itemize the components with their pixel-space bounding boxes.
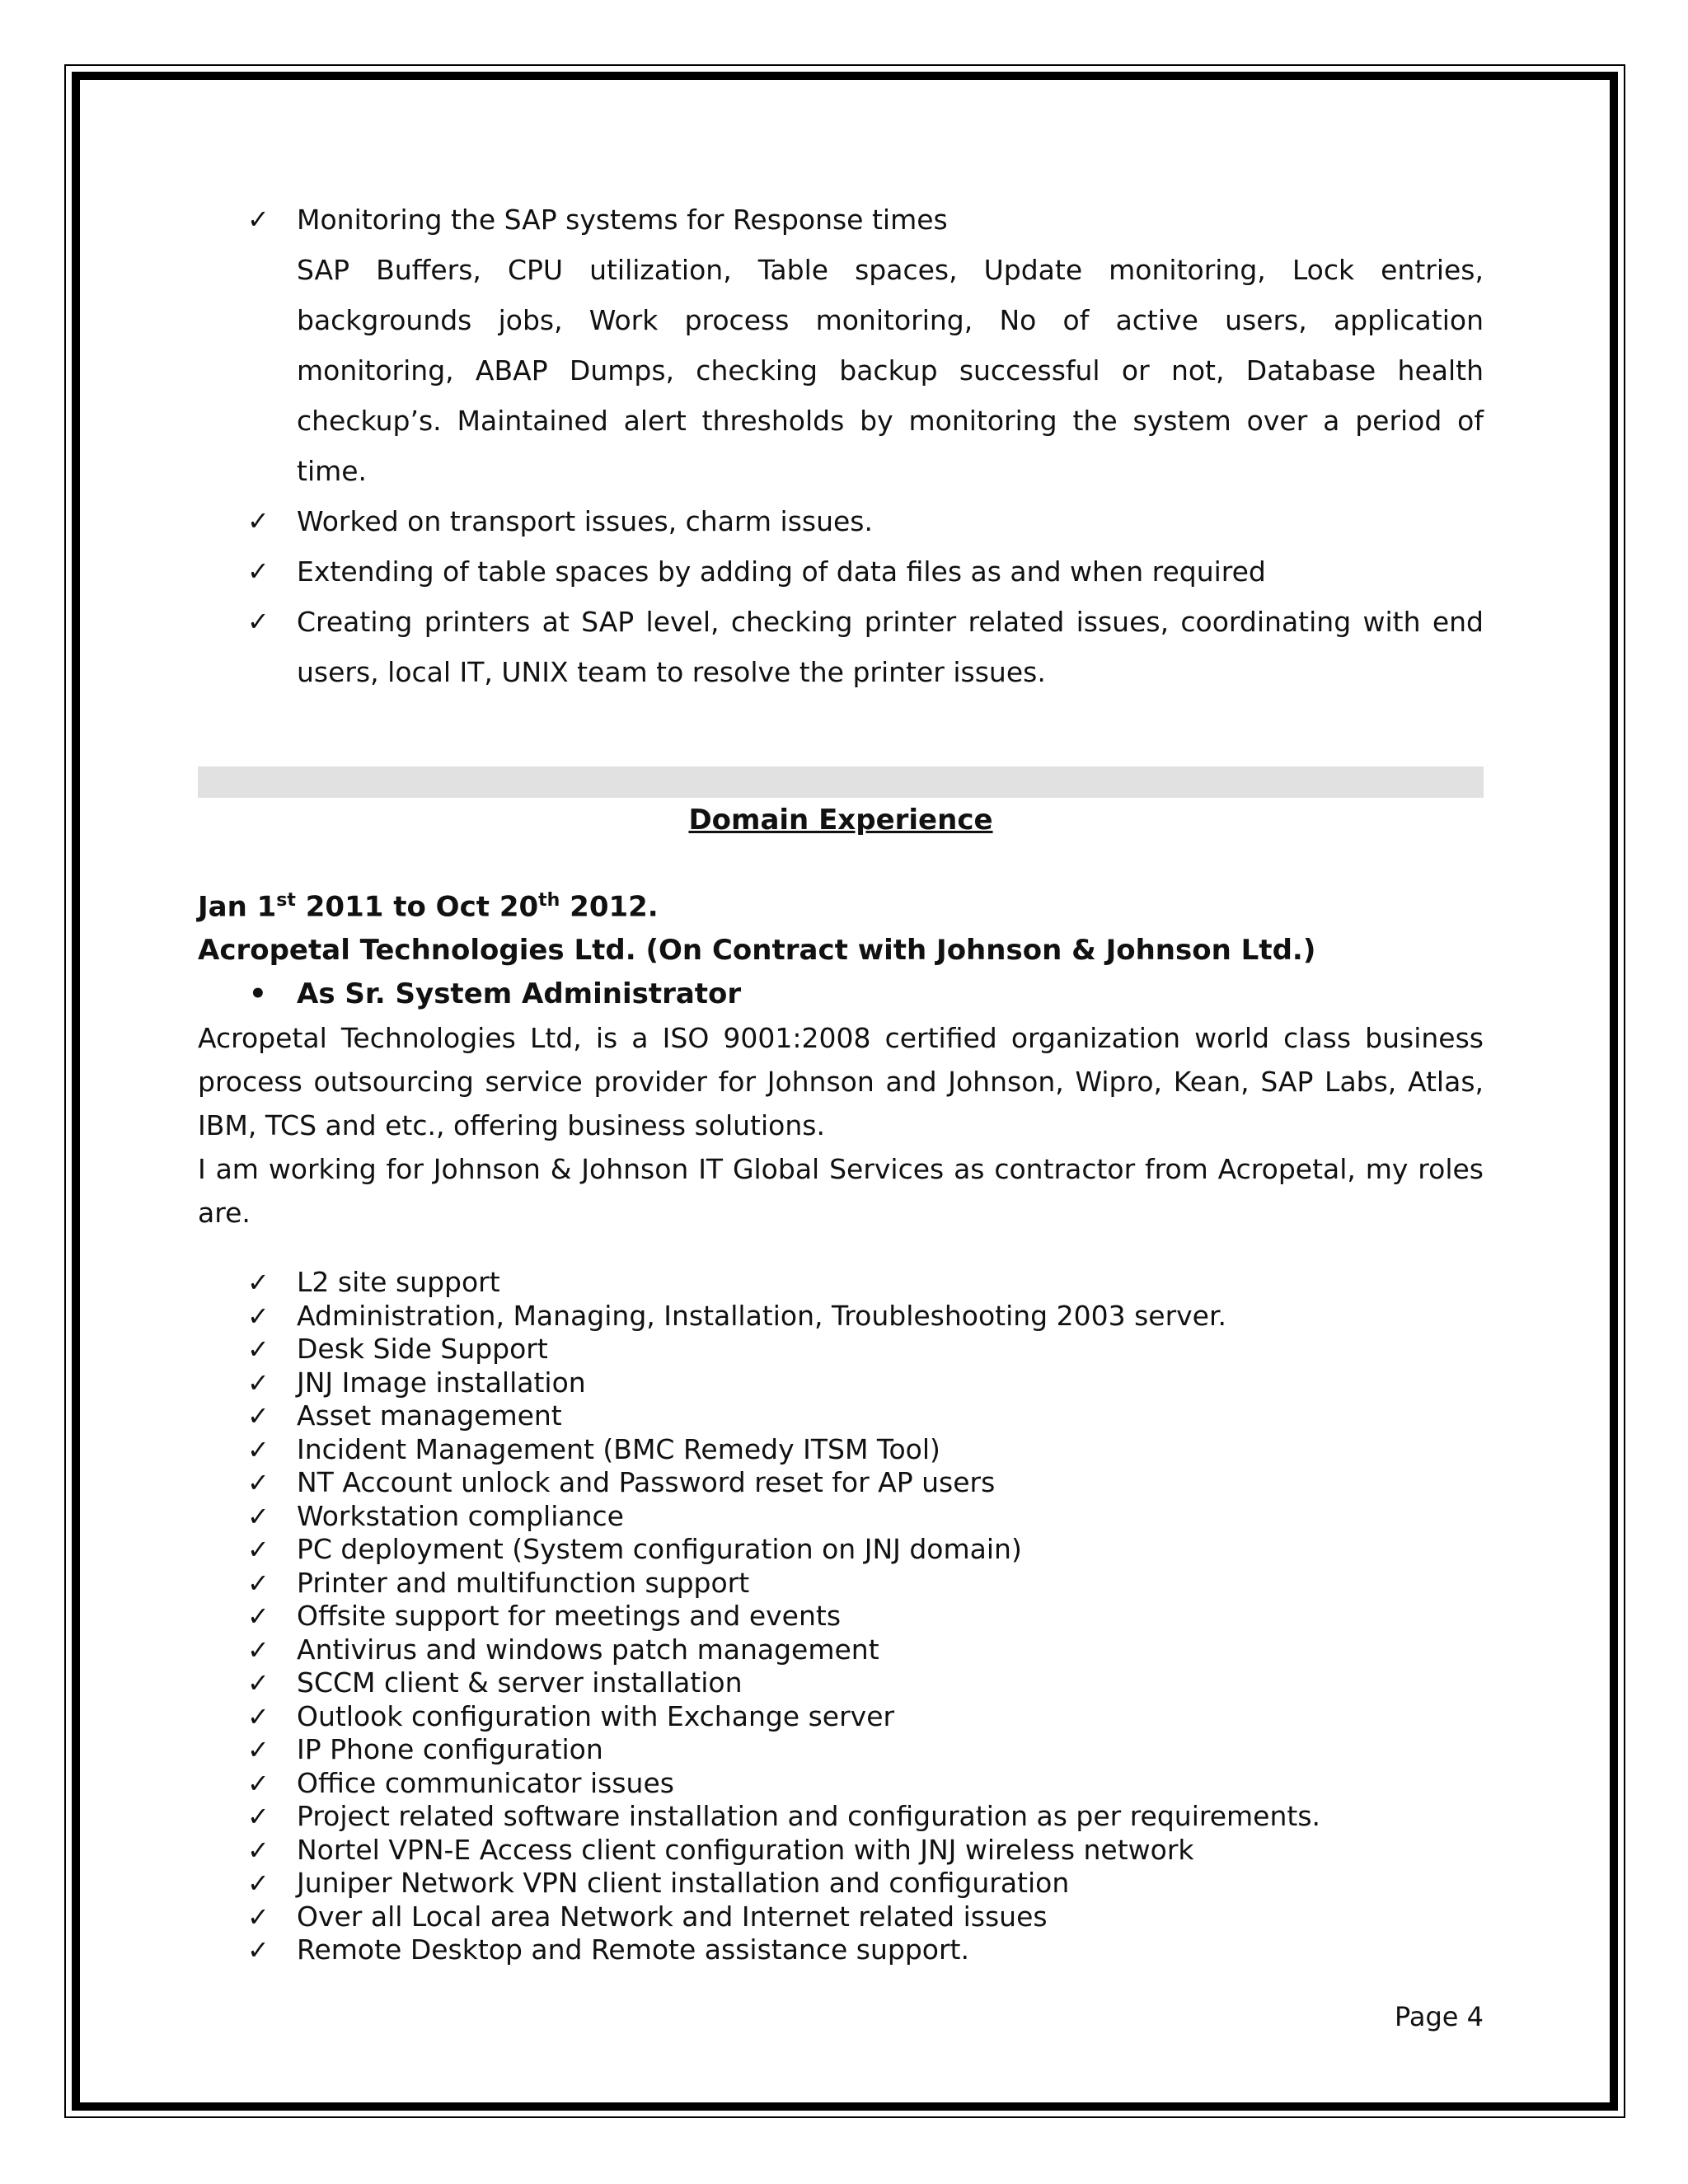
check-icon: ✓ [247,1700,270,1732]
list-item-text: Desk Side Support [297,1333,548,1366]
check-icon: ✓ [247,1366,270,1399]
check-icon: ✓ [247,1633,270,1666]
list-item-text: Asset management [297,1399,562,1432]
list-item [198,1867,1484,1900]
list-item [198,1900,1484,1934]
list-item-text: PC deployment (System configuration on JNJ domain) [297,1533,1022,1566]
check-icon: ✓ [247,1267,270,1299]
role-title: As Sr. System Administrator [297,977,742,1011]
list-item [198,1567,1484,1601]
check-icon: ✓ [247,1801,270,1833]
list-item [198,1266,1484,1300]
list-item [198,1733,1484,1767]
list-item-text: Printer and multifunction support [297,1566,750,1599]
check-icon: ✓ [247,555,270,587]
role-item [198,972,1484,1016]
list-item [198,1834,1484,1868]
list-item-text: IP Phone configuration [297,1733,603,1766]
check-icon: ✓ [247,204,270,235]
check-icon: ✓ [247,1333,270,1366]
role-description: I am working for Johnson & Johnson IT Global Services as contractor from Acropetal, my roles are. [198,1153,1484,1230]
company-description: Acropetal Technologies Ltd, is a ISO 9001:2008 certified organization world class business process outsourcing service provider for Johnson and Johnson, Wipro, Kean, SAP Labs, Atlas, IBM, TCS and etc., offering business solutions. [198,1022,1484,1142]
list-item-text: NT Account unlock and Password reset for AP users [297,1466,996,1499]
list-item [198,1366,1484,1400]
list-item-text: Office communicator issues [297,1766,674,1799]
check-icon: ✓ [247,1300,270,1332]
list-item [198,1466,1484,1500]
list-item-text: Creating printers at SAP level, checking printer related issues, coordinating with end users, local IT, UNIX team to resolve the printer issues. [297,606,1484,688]
list-item-text: SCCM client & server installation [297,1666,743,1699]
page-content [198,194,1484,1967]
employment-period: Jan 1st 2011 to Oct 20th 2012. [198,890,659,924]
list-item-text: Nortel VPN-E Access client configuration with JNJ wireless network [297,1833,1194,1866]
list-item [198,1399,1484,1433]
list-item-text: JNJ Image installation [297,1366,586,1399]
list-item-text: Administration, Managing, Installation, Troubleshooting 2003 server. [297,1299,1227,1332]
monitoring-list [198,194,1484,697]
check-icon: ✓ [247,1834,270,1866]
check-icon: ✓ [247,1900,270,1933]
list-item-text: Remote Desktop and Remote assistance support. [297,1933,969,1966]
list-item [198,496,1484,546]
check-icon: ✓ [247,1601,270,1633]
list-item-text: Worked on transport issues, charm issues. [297,505,873,537]
check-icon: ✓ [247,1400,270,1432]
list-item-text: Workstation compliance [297,1499,624,1532]
company-name: Acropetal Technologies Ltd. (On Contract with Johnson & Johnson Ltd.) [198,934,1316,968]
section-title: Domain Experience [688,804,993,837]
check-icon: ✓ [247,606,270,637]
list-item-text: Project related software installation and configuration as per requirements. [297,1800,1320,1833]
list-item [198,1533,1484,1567]
list-item [198,1700,1484,1734]
list-item [198,1333,1484,1366]
check-icon: ✓ [247,505,270,537]
list-item-text: L2 site support [297,1266,500,1299]
check-icon: ✓ [247,1433,270,1465]
list-item [198,1300,1484,1333]
list-item [198,1666,1484,1700]
check-icon: ✓ [247,1734,270,1766]
check-icon: ✓ [247,1667,270,1699]
list-item-text: Monitoring the SAP systems for Response times [297,204,948,236]
page-number: Page 4 [1395,2001,1484,2032]
list-item-text: Juniper Network VPN client installation and configuration [297,1867,1070,1900]
list-item [198,1600,1484,1633]
check-icon: ✓ [247,1934,270,1966]
check-icon: ✓ [247,1500,270,1532]
list-item [198,1633,1484,1667]
list-item [198,1767,1484,1801]
check-icon: ✓ [247,1534,270,1566]
bullet-icon: • [249,977,267,1011]
list-item [198,1933,1484,1967]
list-item [198,1500,1484,1534]
roles-list [198,1266,1484,1967]
list-item [198,546,1484,597]
check-icon: ✓ [247,1467,270,1499]
check-icon: ✓ [247,1767,270,1799]
list-item [198,597,1484,697]
list-item-text: Outlook configuration with Exchange server [297,1699,895,1732]
check-icon: ✓ [247,1567,270,1599]
list-item-text: Offsite support for meetings and events [297,1600,842,1633]
list-item [198,194,1484,496]
check-icon: ✓ [247,1868,270,1900]
list-item [198,1433,1484,1467]
list-item-text: Incident Management (BMC Remedy ITSM Tool) [297,1432,940,1465]
list-item-text: Extending of table spaces by adding of data files as and when required [297,555,1266,588]
list-item [198,1800,1484,1834]
list-item-text: SAP Buffers, CPU utilization, Table spaces, Update monitoring, Lock entries, backgrounds jobs, Work process monitoring, No of active users, application monitoring, ABAP Dumps, checking backup successful or not, Database health checkup’s. Maintained alert thresholds by monitoring the system over a period of time. [297,254,1484,487]
list-item-text: Over all Local area Network and Internet related issues [297,1900,1048,1933]
section-divider-bar [198,766,1484,798]
list-item-text: Antivirus and windows patch management [297,1633,879,1666]
